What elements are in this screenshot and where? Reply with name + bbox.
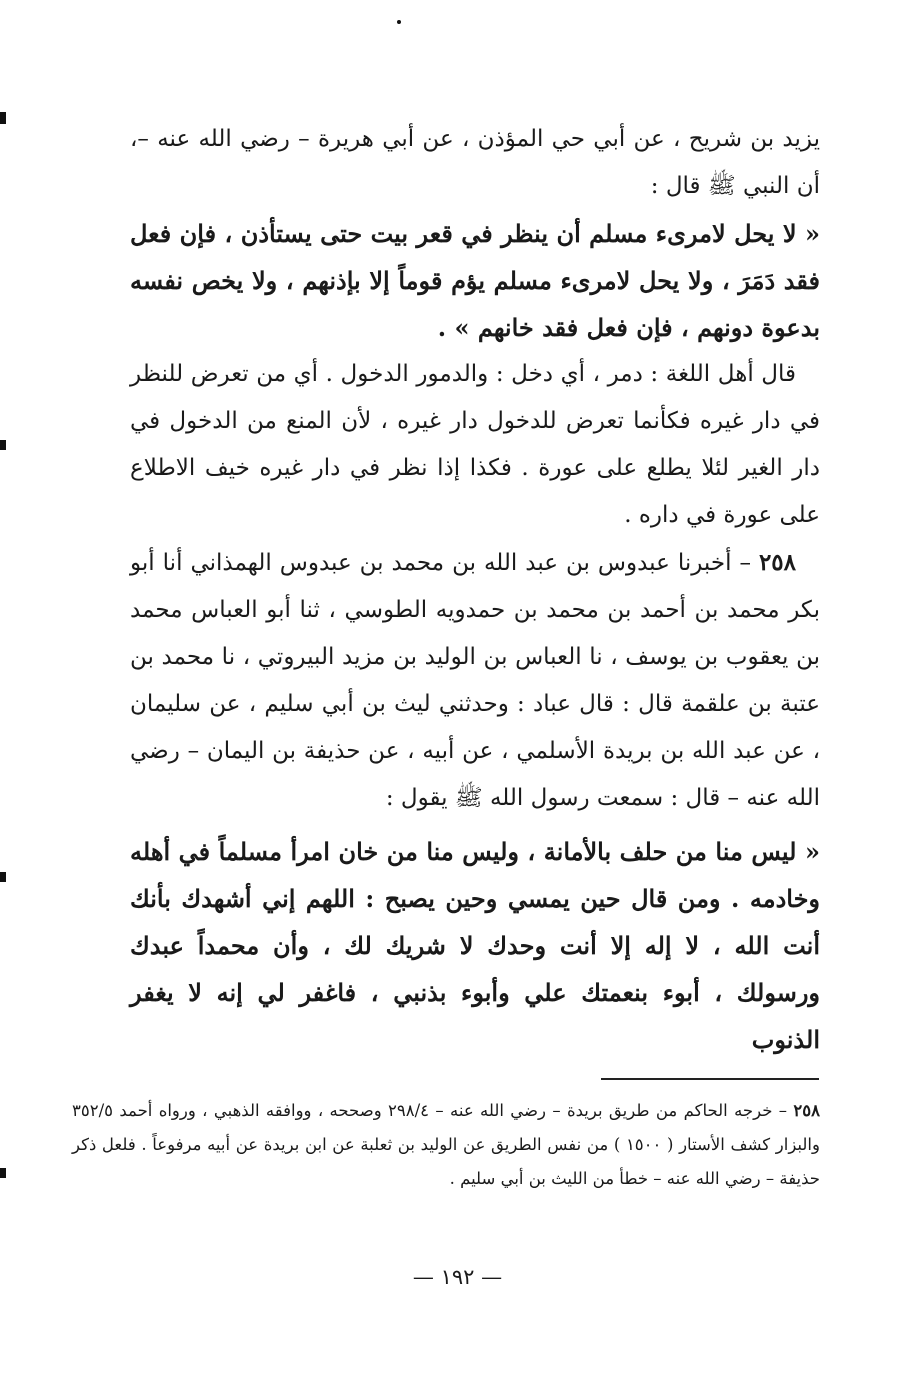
hadith-number: ٢٥٨ <box>758 549 796 576</box>
main-text <box>130 116 820 1063</box>
paragraph-hadith-258-isnad <box>130 539 820 822</box>
hadith-isnad-text: – أخبرنا عبدوس بن عبد الله بن محمد بن عبدوس الهمذاني أنا أبو بكر محمد بن أحمد بن محمد بن حمدويه الطوسي ، ثنا أبو العباس محمد بن يعقوب بن يوسف ، نا العباس بن الوليد بن مزيد البيروتي ، نا محمد بن عتبة بن علقمة قال : قال عباد : وحدثني ليث بن أبي سليم ، عن سليمان ، عن عبد الله بن بريدة الأسلمي ، عن أبيه ، عن حذيفة بن اليمان – رضي الله عنه – قال : سمعت رسول الله ﷺ يقول : <box>130 550 820 811</box>
hadith-text-1: « لا يحل لامرىء مسلم أن ينظر في قعر بيت حتى يستأذن ، فإن فعل فقد دَمَرَ ، ولا يحل لامرىء مسلم يؤم قوماً إلا بإذنهم ، ولا يخص نفسه بدعوة دونهم ، فإن فعل فقد خانهم » . <box>130 219 820 342</box>
paragraph-lexical-note: قال أهل اللغة : دمر ، أي دخل : والدمور الدخول . أي من تعرض للنظر في دار غيره فكأنما تعرض للدخول دار غيره ، لأن المنع من الدخول في دار الغير لئلا يطلع على عورة . فكذا إذا نظر في دار غيره خيف الاطلاع على عورة في داره . <box>130 361 820 528</box>
scan-mark-left-3 <box>0 872 6 882</box>
scan-mark-left-2 <box>0 440 6 450</box>
page-number: — ١٩٢ — <box>412 1265 503 1289</box>
footnote-number: ٢٥٨ <box>793 1101 820 1120</box>
footnote-separator <box>601 1078 819 1080</box>
paragraph-isnad-continuation: يزيد بن شريح ، عن أبي حي المؤذن ، عن أبي هريرة – رضي الله عنه –، أن النبي ﷺ قال : <box>130 126 820 199</box>
footnote-text: – خرجه الحاكم من طريق بريدة – رضي الله عنه – ٢٩٨/٤ وصححه ، ووافقه الذهبي ، ورواه أحمد ٣٥٢/٥ والبزار كشف الأستار ( ١٥٠٠ ) من نفس الطريق عن الوليد بن ثعلبة عن ابن بريدة عن أبيه مرفوعاً . فلعل ذكر حذيفة – رضي الله عنه – خطأ من الليث بن أبي سليم . <box>72 1101 820 1188</box>
footnote <box>72 1094 820 1196</box>
scan-mark-left-4 <box>0 1168 6 1178</box>
hadith-text-2: « ليس منا من حلف بالأمانة ، وليس منا من خان امرأ مسلماً في أهله وخادمه . ومن قال حين يمسي وحين يصبح : اللهم إني أشهدك بأنك أنت الله ، لا إله إلا أنت وحدك لا شريك لك ، وأن محمداً عبدك ورسولك ، أبوء بنعمتك علي وأبوء بذنبي ، فاغفر لي إنه لا يغفر الذنوب <box>130 837 820 1054</box>
scan-mark-top <box>397 20 401 24</box>
scan-mark-left-1 <box>0 112 6 124</box>
